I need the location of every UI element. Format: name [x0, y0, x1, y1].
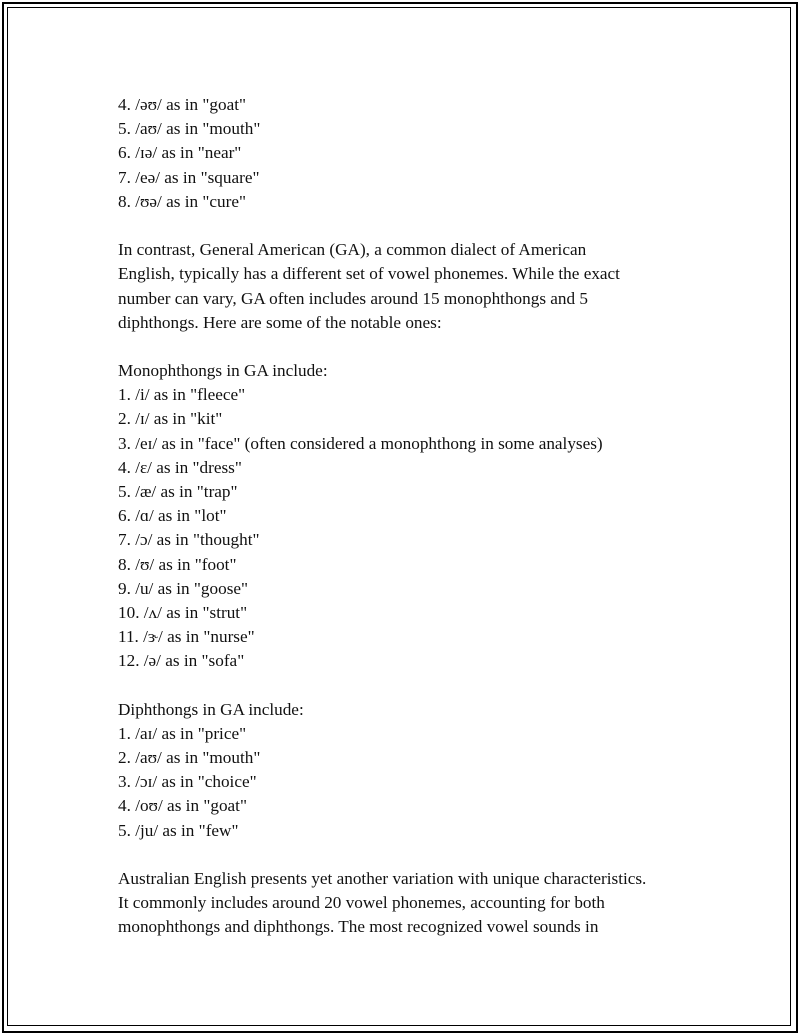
list-item: 5. /ju/ as in "few"	[118, 820, 239, 840]
list-item: 1. /i/ as in "fleece"	[118, 385, 246, 405]
monophthongs-section	[118, 359, 718, 673]
diphthongs-heading: Diphthongs in GA include:	[118, 699, 304, 719]
list-item: 2. /aʊ/ as in "mouth"	[118, 748, 261, 768]
paragraph-gap	[118, 843, 718, 867]
list-item: 8. /ʊ/ as in "foot"	[118, 554, 237, 574]
paragraph-gap	[118, 214, 718, 238]
list-item: 8. /ʊə/ as in "cure"	[118, 191, 246, 211]
list-item: 4. /əʊ/ as in "goat"	[118, 95, 246, 114]
paragraph-line: Australian English presents yet another variation with unique characteristics.	[118, 869, 647, 888]
list-item: 5. /aʊ/ as in "mouth"	[118, 119, 261, 139]
list-item: 3. /ɔɪ/ as in "choice"	[118, 772, 257, 792]
list-item: 7. /ɔ/ as in "thought"	[118, 530, 260, 550]
list-item: 6. /ɪə/ as in "near"	[118, 143, 242, 163]
diphthongs-section	[118, 698, 718, 843]
list-item: 7. /eə/ as in "square"	[118, 167, 260, 187]
paragraph-gap	[118, 674, 718, 698]
rp-diphthong-list-continued	[118, 93, 718, 214]
list-item: 2. /ɪ/ as in "kit"	[118, 409, 223, 429]
general-american-paragraph	[118, 238, 718, 335]
paragraph-line: It commonly includes around 20 vowel phonemes, accounting for both	[118, 893, 605, 913]
document-body	[118, 93, 718, 940]
australian-english-paragraph	[118, 867, 718, 940]
list-item: 10. /ʌ/ as in "strut"	[118, 602, 248, 622]
monophthongs-heading: Monophthongs in GA include:	[118, 361, 328, 381]
paragraph-gap	[118, 335, 718, 359]
paragraph-line: monophthongs and diphthongs. The most recognized vowel sounds in	[118, 917, 599, 937]
list-item: 5. /æ/ as in "trap"	[118, 482, 238, 501]
paragraph-line: number can vary, GA often includes around 15 monophthongs and 5	[118, 288, 589, 308]
list-item: 4. /ɛ/ as in "dress"	[118, 457, 242, 477]
paragraph-line: English, typically has a different set of vowel phonemes. While the exact	[118, 264, 620, 284]
list-item: 3. /eɪ/ as in "face" (often considered a monophthong in some analyses)	[118, 433, 603, 453]
list-item: 4. /oʊ/ as in "goat"	[118, 796, 247, 816]
paragraph-line: In contrast, General American (GA), a common dialect of American	[118, 240, 587, 260]
list-item: 1. /aɪ/ as in "price"	[118, 723, 247, 743]
list-item: 11. /ɝ/ as in "nurse"	[118, 627, 255, 647]
list-item: 9. /u/ as in "goose"	[118, 578, 249, 598]
list-item: 6. /ɑ/ as in "lot"	[118, 506, 227, 526]
list-item: 12. /ə/ as in "sofa"	[118, 651, 245, 671]
paragraph-line: diphthongs. Here are some of the notable ones:	[118, 312, 442, 332]
